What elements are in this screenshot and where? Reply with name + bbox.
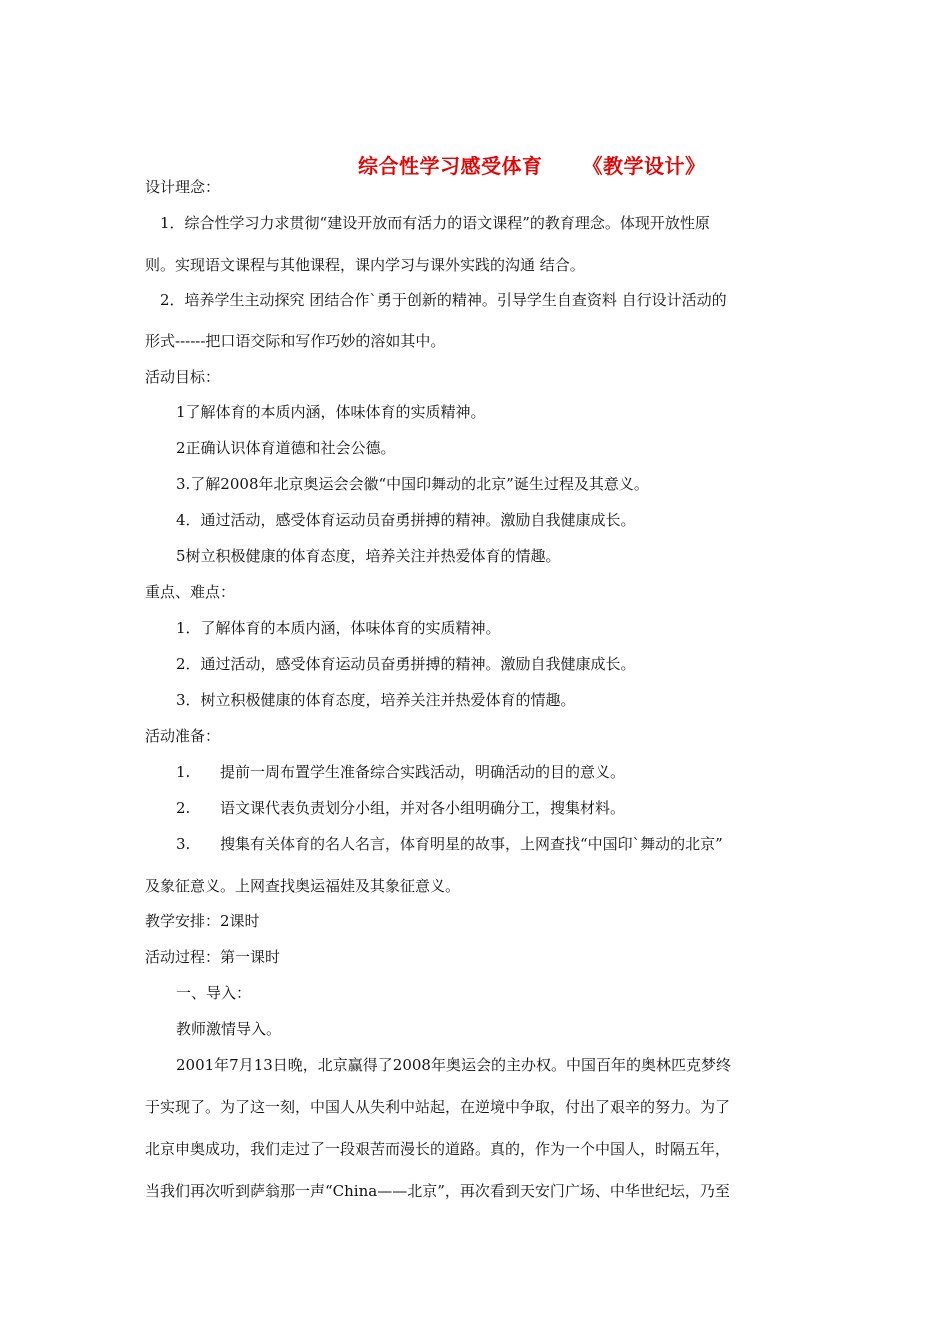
intro-paragraph-line: 当我们再次听到萨翁那一声“China——北京”，再次看到天安门广场、中华世纪坛，乃至 [145, 1182, 730, 1200]
key-point-item: 1．了解体育的本质内涵，体味体育的实质精神。 [176, 619, 501, 637]
preparation-item [176, 798, 625, 818]
item-text: 搜集有关体育的名人名言，体育明星的故事，上网查找“中国印`舞动的北京” [220, 835, 723, 853]
preparation-heading: 活动准备： [145, 727, 221, 745]
title-main: 综合性学习感受体育 [358, 154, 543, 178]
preparation-item [176, 762, 625, 782]
schedule: 教学安排：2课时 [145, 912, 260, 930]
intro-paragraph-line: 于实现了。为了这一刻，中国人从失利中站起，在逆境中争取，付出了艰辛的努力。为了 [145, 1098, 731, 1116]
process: 活动过程：第一课时 [145, 948, 281, 966]
objective-item: 2正确认识体育道德和社会公德。 [176, 439, 396, 457]
intro-sub: 教师激情导入。 [176, 1020, 282, 1038]
key-points-heading: 重点、难点： [145, 583, 236, 601]
preparation-item [176, 834, 723, 854]
design-concept-heading: 设计理念： [145, 178, 221, 196]
item-number: 1. [176, 763, 191, 781]
preparation-item3-continued: 及象征意义。上网查找奥运福娃及其象征意义。 [145, 877, 461, 895]
objectives-heading: 活动目标： [145, 368, 221, 386]
intro-paragraph-line: 北京申奥成功，我们走过了一段艰苦而漫长的道路。真的，作为一个中国人，时隔五年， [145, 1140, 731, 1158]
design-concept-item1-line2: 则。实现语文课程与其他课程，课内学习与课外实践的沟通 结合。 [145, 256, 585, 274]
item-text: 提前一周布置学生准备综合实践活动，明确活动的目的意义。 [220, 763, 626, 781]
document-title [358, 150, 706, 179]
intro-heading: 一、导入： [176, 984, 252, 1002]
item-number: 3. [176, 835, 191, 853]
objective-item: 4．通过活动，感受体育运动员奋勇拼搏的精神。激励自我健康成长。 [176, 511, 636, 529]
item-text: 语文课代表负责划分小组，并对各小组明确分工，搜集材料。 [220, 799, 626, 817]
design-concept-item1-line1: 1．综合性学习力求贯彻“建设开放而有活力的语文课程”的教育理念。体现开放性原 [160, 214, 710, 232]
title-sub: 《教学设计》 [582, 154, 706, 178]
key-point-item: 2．通过活动，感受体育运动员奋勇拼搏的精神。激励自我健康成长。 [176, 655, 636, 673]
intro-paragraph-line: 2001年7月13日晚，北京赢得了2008年奥运会的主办权。中国百年的奥林匹克梦终 [176, 1056, 731, 1074]
objective-item: 1了解体育的本质内涵，体味体育的实质精神。 [176, 403, 486, 421]
objective-item: 5树立积极健康的体育态度，培养关注并热爱体育的情趣。 [176, 547, 561, 565]
objective-item: 3.了解2008年北京奥运会会徽“中国印舞动的北京”诞生过程及其意义。 [176, 475, 649, 493]
item-number: 2. [176, 799, 191, 817]
design-concept-item2-line2: 形式------把口语交际和写作巧妙的溶如其中。 [145, 332, 446, 350]
design-concept-item2-line1: 2．培养学生主动探究 团结合作`勇于创新的精神。引导学生自查资料 自行设计活动的 [160, 291, 727, 309]
key-point-item: 3．树立积极健康的体育态度，培养关注并热爱体育的情趣。 [176, 691, 576, 709]
